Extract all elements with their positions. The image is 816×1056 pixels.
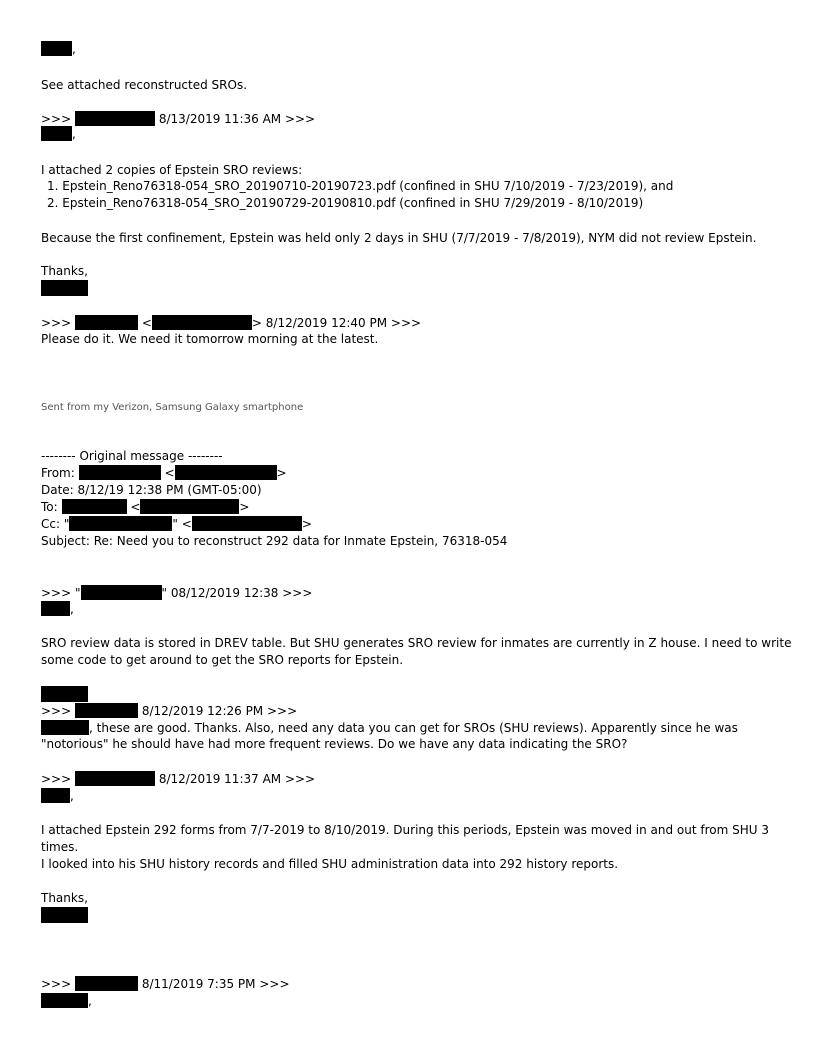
body-text: , these are good. Thanks. Also, need any data you can get for SROs (SHU reviews). Apparently since he was	[41, 720, 738, 736]
date-line: Date: 8/12/19 12:38 PM (GMT-05:00)	[41, 483, 262, 497]
redaction-block	[175, 465, 277, 480]
redaction-block	[62, 499, 127, 514]
redaction-block	[75, 703, 138, 718]
redaction-block	[41, 720, 89, 735]
message-header: >>> " " 08/12/2019 12:38 >>>	[41, 586, 313, 600]
redaction-block	[140, 499, 239, 514]
redaction-block	[75, 976, 138, 991]
body-text: SRO review data is stored in DREV table. But SHU generates SRO review for inmates are currently in Z house. I need to write	[41, 636, 792, 650]
to-line: To: < >	[41, 500, 250, 514]
redaction-block	[75, 771, 155, 786]
body-text: Because the first confinement, Epstein was held only 2 days in SHU (7/7/2019 - 7/8/2019), NYM did not review Epstein.	[41, 231, 757, 245]
body-text: Please do it. We need it tomorrow morning at the latest.	[41, 332, 379, 346]
greeting-line: ,	[41, 41, 76, 57]
original-message-divider: -------- Original message --------	[41, 449, 223, 463]
signoff: Thanks,	[41, 264, 88, 278]
redaction-block	[41, 788, 70, 803]
redaction-block	[81, 585, 162, 600]
signoff: Thanks,	[41, 891, 88, 905]
signature-redaction	[41, 280, 88, 296]
list-item: 2. Epstein_Reno76318-054_SRO_20190729-20190810.pdf (confined in SHU 7/29/2019 - 8/10/2019)	[47, 196, 644, 210]
body-text: See attached reconstructed SROs.	[41, 78, 248, 92]
redaction-block	[192, 516, 302, 531]
body-text: I looked into his SHU history records and filled SHU administration data into 292 history reports.	[41, 857, 619, 871]
redaction-block	[75, 315, 138, 330]
body-text: some code to get around to get the SRO reports for Epstein.	[41, 653, 404, 667]
redaction-block	[69, 516, 172, 531]
greeting-line: ,	[41, 126, 76, 142]
message-header: >>> < > 8/12/2019 12:40 PM >>>	[41, 316, 422, 330]
body-text: I attached Epstein 292 forms from 7/7-2019 to 8/10/2019. During this periods, Epstein was moved in and out from SHU 3	[41, 823, 769, 837]
mobile-signature: Sent from my Verizon, Samsung Galaxy smartphone	[41, 402, 304, 413]
list-item: 1. Epstein_Reno76318-054_SRO_20190710-20190723.pdf (confined in SHU 7/10/2019 - 7/23/2019), and	[47, 179, 674, 193]
body-text: times.	[41, 840, 79, 854]
redaction-block	[41, 41, 72, 56]
message-header: >>> 8/12/2019 11:37 AM >>>	[41, 772, 316, 786]
body-text: I attached 2 copies of Epstein SRO reviews:	[41, 163, 303, 177]
message-header: >>> 8/12/2019 12:26 PM >>>	[41, 704, 298, 718]
redaction-block	[79, 465, 161, 480]
greeting-line: ,	[41, 788, 74, 804]
redaction-block	[41, 601, 70, 616]
redaction-block	[152, 315, 252, 330]
message-header: >>> 8/13/2019 11:36 AM >>>	[41, 112, 316, 126]
signature-redaction	[41, 907, 88, 923]
subject-line: Subject: Re: Need you to reconstruct 292 data for Inmate Epstein, 76318-054	[41, 534, 508, 548]
greeting-line: ,	[41, 601, 74, 617]
redaction-block	[41, 993, 88, 1008]
body-text: "notorious" he should have had more frequent reviews. Do we have any data indicating the SRO?	[41, 737, 628, 751]
message-header: >>> 8/11/2019 7:35 PM >>>	[41, 977, 290, 991]
redaction-block	[75, 111, 155, 126]
signature-redaction	[41, 686, 88, 702]
greeting-line: ,	[41, 993, 92, 1009]
cc-line: Cc: " " < >	[41, 517, 312, 531]
redaction-block	[41, 126, 72, 141]
from-line: From: < >	[41, 466, 287, 480]
